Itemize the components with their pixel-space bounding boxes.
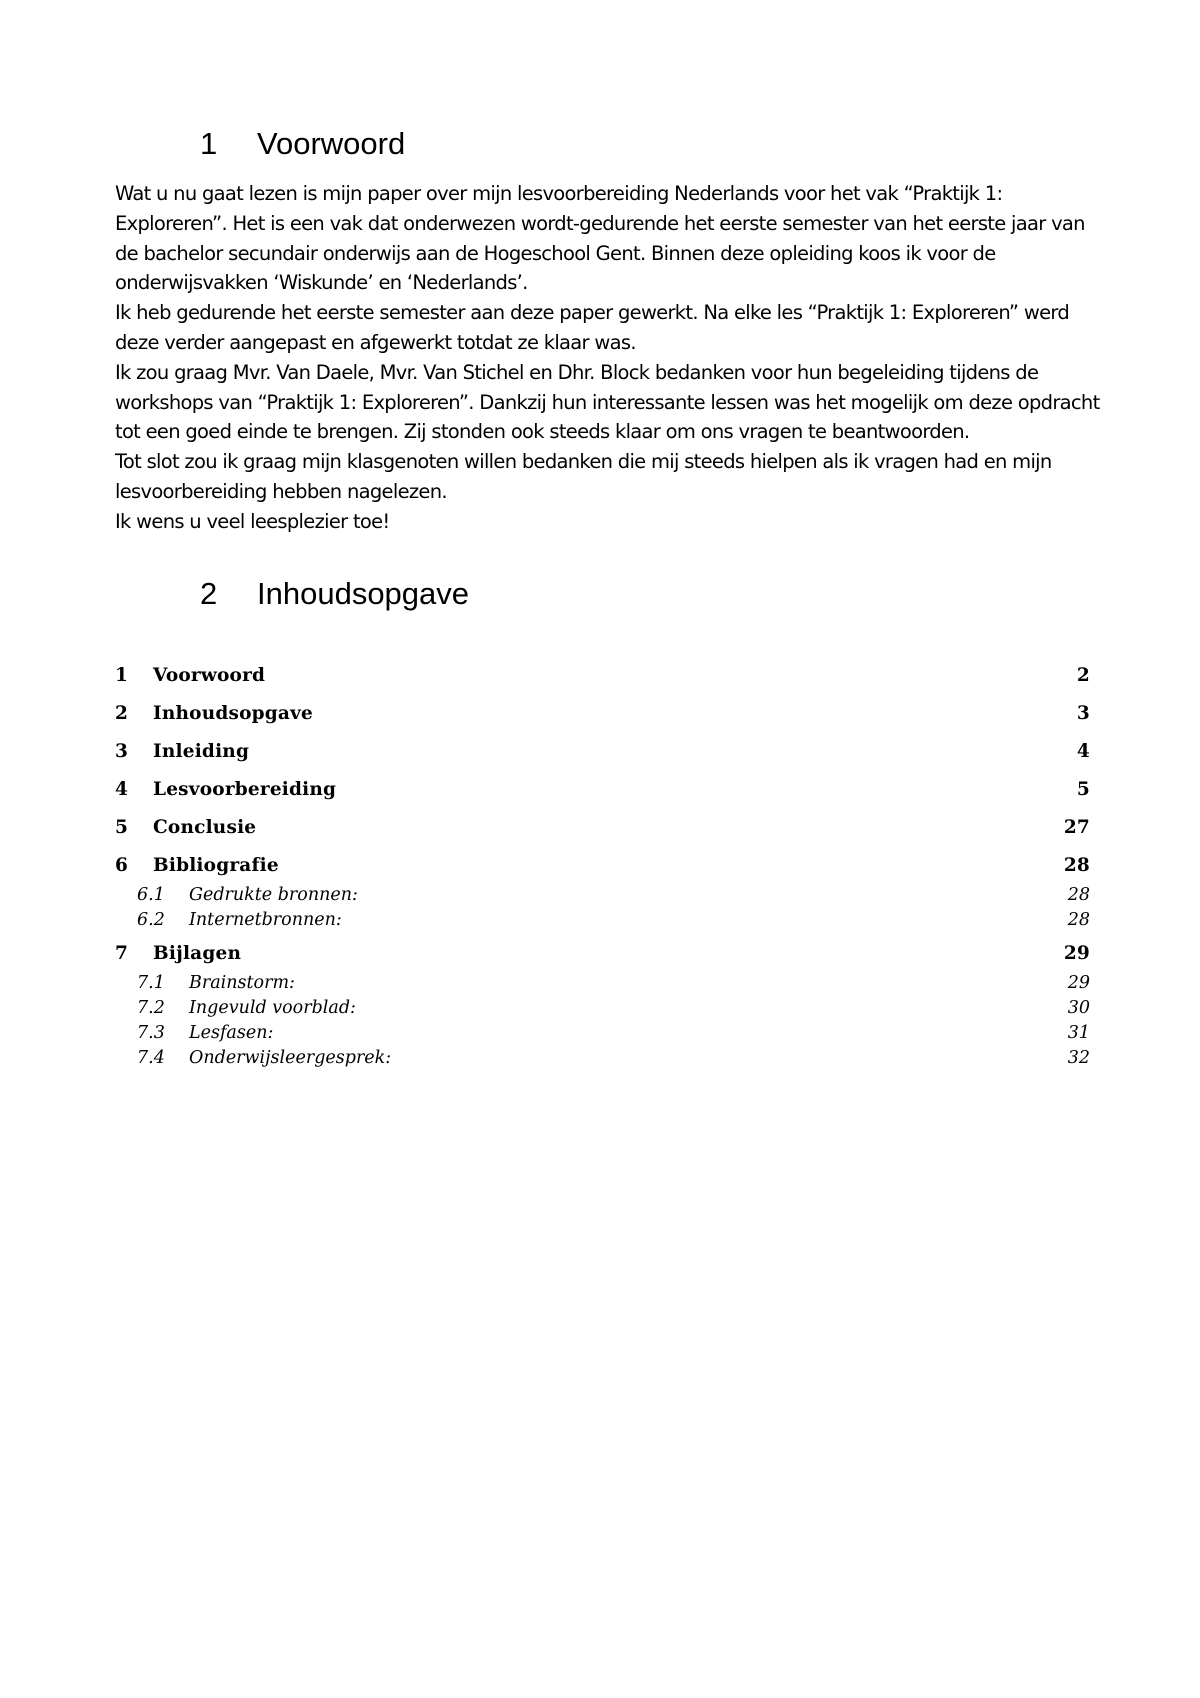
toc-subentry-page: 29: [1067, 973, 1090, 993]
section-number: 2: [200, 576, 218, 611]
toc-entry[interactable]: [115, 665, 1090, 695]
toc-subentry[interactable]: [115, 973, 1090, 998]
toc-entry[interactable]: [115, 855, 1090, 885]
toc-subentry-title: Brainstorm:: [189, 973, 295, 993]
toc-subentry-number: 6.2: [137, 910, 165, 930]
toc-subentry-page: 31: [1067, 1023, 1090, 1043]
toc-subentry-page: 28: [1067, 885, 1090, 905]
toc-entry-page: 29: [1063, 943, 1090, 964]
section-title: Inhoudsopgave: [257, 576, 470, 611]
table-of-contents: [115, 665, 1090, 1073]
toc-entry-number: 3: [115, 741, 129, 762]
toc-entry-number: 7: [115, 943, 129, 964]
toc-entry-number: 2: [115, 703, 129, 724]
toc-subentry-page: 30: [1067, 998, 1090, 1018]
foreword-body: [115, 179, 1100, 537]
toc-entry-title: Bijlagen: [153, 943, 242, 964]
toc-entry[interactable]: [115, 943, 1090, 973]
toc-subentry-number: 7.3: [137, 1023, 165, 1043]
toc-entry-page: 2: [1076, 665, 1090, 686]
toc-entry-page: 3: [1076, 703, 1090, 724]
toc-entry-number: 6: [115, 855, 129, 876]
toc-subentry-number: 6.1: [137, 885, 165, 905]
toc-entry-page: 27: [1063, 817, 1090, 838]
toc-subentry-page: 32: [1067, 1048, 1090, 1068]
toc-subentry[interactable]: [115, 885, 1090, 910]
toc-subentry-number: 7.2: [137, 998, 165, 1018]
toc-entry-title: Conclusie: [153, 817, 257, 838]
toc-subentry-title: Lesfasen:: [189, 1023, 274, 1043]
section-number: 1: [200, 126, 218, 161]
toc-entry-page: 5: [1076, 779, 1090, 800]
toc-subentry[interactable]: [115, 910, 1090, 935]
toc-entry-number: 1: [115, 665, 129, 686]
toc-entry[interactable]: [115, 779, 1090, 809]
toc-subentry-title: Onderwijsleergesprek:: [189, 1048, 392, 1068]
foreword-paragraph: Ik heb gedurende het eerste semester aan deze paper gewerkt. Na elke les “Praktijk 1: Exploreren” werd deze verder aangepast en afgewerkt totdat ze klaar was.: [115, 301, 1070, 354]
toc-entry[interactable]: [115, 703, 1090, 733]
toc-subentry-number: 7.4: [137, 1048, 165, 1068]
section-title: Voorwoord: [257, 126, 406, 161]
toc-subentry-page: 28: [1067, 910, 1090, 930]
section-heading-voorwoord: [200, 124, 405, 164]
toc-subentry[interactable]: [115, 998, 1090, 1023]
toc-entry[interactable]: [115, 741, 1090, 771]
toc-subentry-title: Internetbronnen:: [189, 910, 342, 930]
toc-subentry[interactable]: [115, 1048, 1090, 1073]
toc-entry-title: Lesvoorbereiding: [153, 779, 337, 800]
foreword-paragraph: Wat u nu gaat lezen is mijn paper over mijn lesvoorbereiding Nederlands voor het vak “Praktijk 1: Exploreren”. Het is een vak dat onderwezen wordt-gedurende het eerste semester van het eerste jaar van de bachelor secundair onderwijs aan de Hogeschool Gent. Binnen deze opleiding koos ik voor de onderwijsvakken ‘Wiskunde’ en ‘Nederlands’.: [115, 182, 1085, 295]
foreword-paragraph: Ik wens u veel leesplezier toe!: [115, 509, 390, 533]
toc-entry-page: 28: [1063, 855, 1090, 876]
toc-subentry[interactable]: [115, 1023, 1090, 1048]
toc-entry-title: Bibliografie: [153, 855, 279, 876]
foreword-paragraph: Tot slot zou ik graag mijn klasgenoten willen bedanken die mij steeds hielpen als ik vragen had en mijn lesvoorbereiding hebben nagelezen.: [115, 450, 1052, 503]
toc-entry-page: 4: [1076, 741, 1090, 762]
toc-subentry-number: 7.1: [137, 973, 165, 993]
toc-subentry-title: Ingevuld voorblad:: [189, 998, 356, 1018]
toc-entry-number: 4: [115, 779, 129, 800]
toc-entry-number: 5: [115, 817, 129, 838]
foreword-paragraph: Ik zou graag Mvr. Van Daele, Mvr. Van Stichel en Dhr. Block bedanken voor hun begeleiding tijdens de workshops van “Praktijk 1: Exploreren”. Dankzij hun interessante lessen was het mogelijk om deze opdracht tot een goed einde te brengen. Zij stonden ook steeds klaar om ons vragen te beantwoorden.: [115, 360, 1100, 444]
toc-entry[interactable]: [115, 817, 1090, 847]
toc-entry-title: Inhoudsopgave: [153, 703, 314, 724]
toc-entry-title: Inleiding: [153, 741, 250, 762]
toc-subentry-title: Gedrukte bronnen:: [189, 885, 358, 905]
toc-entry-title: Voorwoord: [153, 665, 266, 686]
section-heading-inhoudsopgave: [200, 574, 469, 614]
